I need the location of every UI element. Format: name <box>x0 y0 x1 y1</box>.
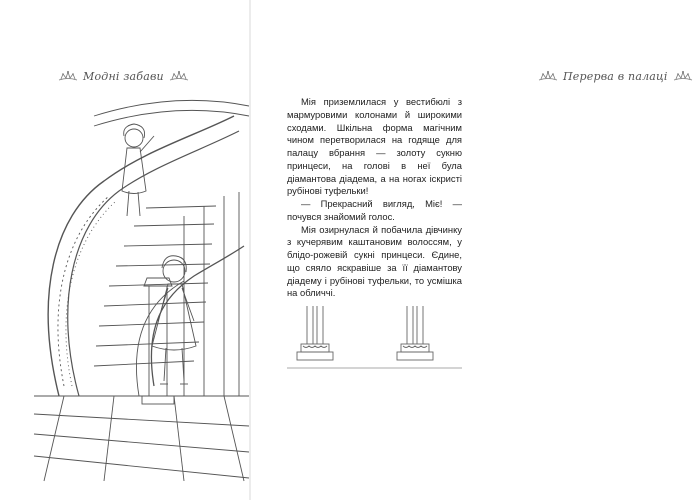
story-paragraph: Мія приземлилася у вестибюлі з мармуровими колонами й широкими сходами. Шкільна форма магічним чином перетворилася на годяще для палацу вбрання — золоту сукню принцеси, на голові в неї була діамантова діадема, а на ногах іскристі рубінові туфельки! <box>287 96 462 197</box>
story-text <box>287 96 462 300</box>
tiara-icon <box>58 70 78 82</box>
tiara-icon <box>169 70 189 82</box>
left-page <box>0 0 250 500</box>
staircase-illustration <box>34 96 249 481</box>
marble-columns-illustration <box>287 306 462 376</box>
left-page-header <box>58 66 189 86</box>
right-page <box>250 0 668 500</box>
tiara-icon <box>673 70 693 82</box>
right-page-header <box>538 66 693 86</box>
story-paragraph: — Прекрасний вигляд, Міє! — почувся знайомий голос. <box>287 198 462 222</box>
left-page-title: Модні забави <box>83 69 164 83</box>
tiara-icon <box>538 70 558 82</box>
right-page-title: Перерва в палаці <box>563 69 668 83</box>
story-paragraph: Мія озирнулася й побачила дівчинку з кучерявим каштановим волоссям, у блідо-рожевій сукні принцеси. Єдине, що сяяло яскравіше за її діамантову діадему і рубінові туфельки, то усмішка на обличчі. <box>287 223 462 299</box>
